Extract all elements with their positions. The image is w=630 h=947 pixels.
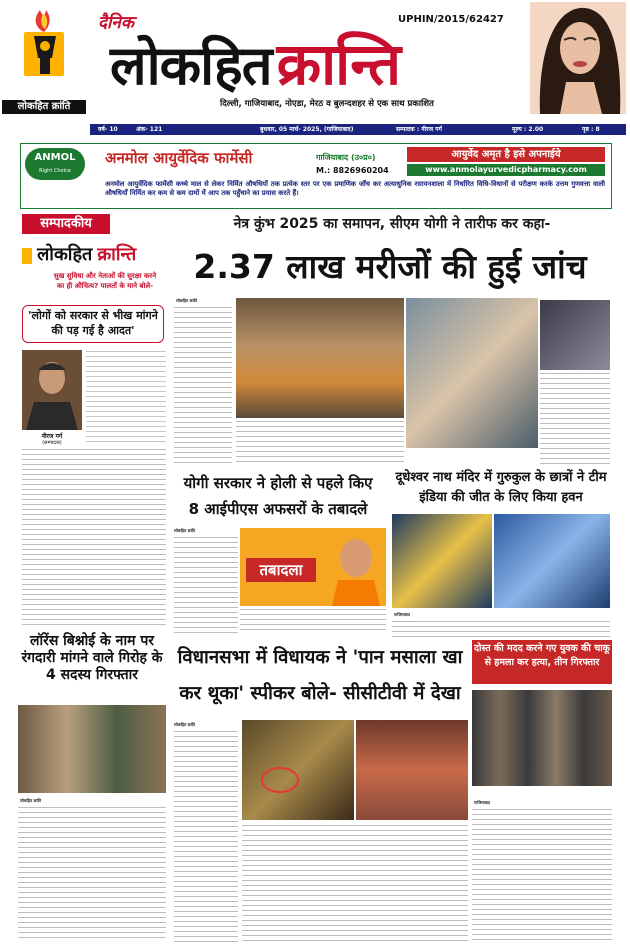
lead-headline: 2.37 लाख मरीजों की हुई जांच — [193, 247, 587, 286]
editorial-body-2 — [22, 448, 166, 628]
editorial-headline: 'लोगों को सरकार से भीख मांगने की पड़ गई है आदत' — [22, 305, 164, 343]
ad-body: अनमोल आयुर्वेदिक फार्मेसी कच्चे माल से लेकर निर्मित औषधियों तक प्रत्येक स्तर पर एक प्रमाणिक जाँच कर अत्याधुनिक रसायनशाला में निर्धारित विधि-विधानों से परीक्षण करके उत्तम गुणवत्ता वाली औषधियाँ निर्मित कर कम से कम दामों में आप तक पहुँचाने का प्रयास करते हैं। — [105, 180, 605, 197]
ad-name: अनमोल आयुर्वेदिक फार्मेसी — [105, 149, 253, 167]
masthead-title — [110, 22, 400, 96]
gang-byline: लोकहित क्रांति — [20, 798, 42, 803]
ips-byline: लोकहित क्रांति — [174, 528, 196, 533]
price-label: मूल्य : 2.00 — [512, 126, 544, 133]
murder-byline: गाजियाबाद — [474, 800, 491, 805]
assembly-photo-house — [356, 720, 468, 820]
pages-label: पृष्ठ : 8 — [582, 126, 600, 133]
model-portrait — [530, 2, 626, 114]
havan-photo-team — [494, 514, 610, 608]
ips-photo-banner: तबादला — [246, 558, 316, 582]
editor-label: सम्पादक : नीरज गर्ग — [396, 126, 442, 133]
assembly-body-col-1 — [174, 730, 238, 942]
assembly-photo-cctv — [242, 720, 354, 820]
reg-number: UPHIN/2015/62427 — [398, 14, 504, 25]
issue-label: अंक- 121 — [136, 126, 163, 133]
masthead — [0, 0, 630, 116]
assembly-byline: लोकहित क्रांति — [174, 722, 196, 727]
assembly-body-col-2 — [242, 824, 468, 942]
ad-brand-logo-sub: Right Choice — [39, 168, 71, 174]
lead-body-col-3 — [540, 372, 610, 466]
info-bar — [90, 124, 626, 135]
ips-photo — [240, 528, 386, 606]
lead-photo-eye-exam — [406, 298, 538, 448]
gang-body — [18, 806, 166, 942]
editor-name-text: नीरज गर्ग — [41, 433, 63, 440]
gang-headline: लॉरेंस बिश्नोई के नाम पर रंगदारी मांगने वाले गिरोह के 4 सदस्य गिरफ्तार — [21, 633, 163, 683]
lead-byline: लोकहित क्रांति — [176, 298, 198, 303]
ips-headline-line-1: योगी सरकार ने होली से पहले किए — [183, 474, 373, 492]
ips-body-col-2 — [240, 608, 386, 634]
editorial-logo — [22, 242, 172, 268]
editorial-label: सम्पादकीय — [22, 214, 110, 234]
year-label: वर्ष- 10 — [98, 126, 118, 133]
tagline: दिल्ली, गाजियाबाद, नोएडा, मेरठ व बुलन्दशहर से एक साथ प्रकाशित — [220, 99, 434, 109]
ad-slogan: आयुर्वेद अमृत है इसे अपनाईये — [407, 147, 605, 162]
murder-headline: दोस्त की मदद करने गए युवक की चाकू से हमला कर हत्या, तीन गिरफ्तार — [472, 640, 612, 684]
editorial-logo-icon — [22, 248, 32, 264]
havan-headline: दूधेश्वर नाथ मंदिर में गुरुकुल के छात्रों ने टीम इंडिया की जीत के लिए किया हवन — [395, 470, 607, 505]
ad-city: गाजियाबाद (उ०प्र०) — [316, 153, 376, 162]
pharmacy-ad — [20, 143, 612, 209]
editorial-intro: सुख सुविधा और नेताओं की सुरक्षा करने का ही औचित्य? पालतों के माने बोले- — [53, 272, 157, 290]
title-part-2: क्रान्ति — [276, 30, 401, 98]
editor-photo — [22, 350, 82, 430]
editorial-logo-b: क्रान्ति — [97, 244, 137, 265]
lead-kicker: नेत्र कुंभ 2025 का समापन, सीएम योगी ने तारीफ कर कहा- — [233, 216, 551, 232]
gang-photo — [18, 705, 166, 793]
ad-brand-logo-text: ANMOL — [34, 152, 76, 163]
ips-headline-line-2: 8 आईपीएस अफसरों के तबादले — [188, 500, 368, 518]
lead-photo-crowd — [540, 300, 610, 370]
logo-caption: लोकहित क्रांति — [2, 100, 86, 114]
editorial-logo-a: लोकहित — [37, 244, 93, 265]
dainik-label: दैनिक — [98, 13, 134, 33]
murder-body — [472, 808, 612, 942]
havan-photo-cricket — [392, 514, 492, 608]
torch-logo-icon — [10, 6, 80, 98]
lead-photo-cm — [236, 298, 404, 418]
lead-body-col-2 — [236, 420, 404, 466]
date-label: बुधवार, 05 मार्च- 2025, (गाजियाबाद) — [260, 126, 354, 133]
editor-role-text: (सम्पादक) — [42, 440, 62, 446]
ad-phone: M.: 8826960204 — [316, 166, 389, 175]
murder-photo-accused — [472, 690, 612, 786]
ad-website[interactable]: www.anmolayurvedicpharmacy.com — [407, 164, 605, 176]
havan-byline: गाजियाबाद — [394, 612, 411, 617]
havan-body — [392, 620, 610, 638]
assembly-headline: विधानसभा में विधायक ने 'पान मसाला खा कर थूका' स्पीकर बोले- सीसीटीवी में देखा — [177, 647, 463, 704]
lead-body-col-1 — [174, 306, 232, 466]
editorial-body-1 — [86, 350, 166, 445]
ad-brand-logo — [25, 148, 85, 180]
ips-body-col-1 — [174, 536, 238, 634]
title-part-1: लोकहित — [110, 34, 272, 97]
ips-headline — [170, 470, 386, 522]
editor-name — [22, 432, 82, 446]
